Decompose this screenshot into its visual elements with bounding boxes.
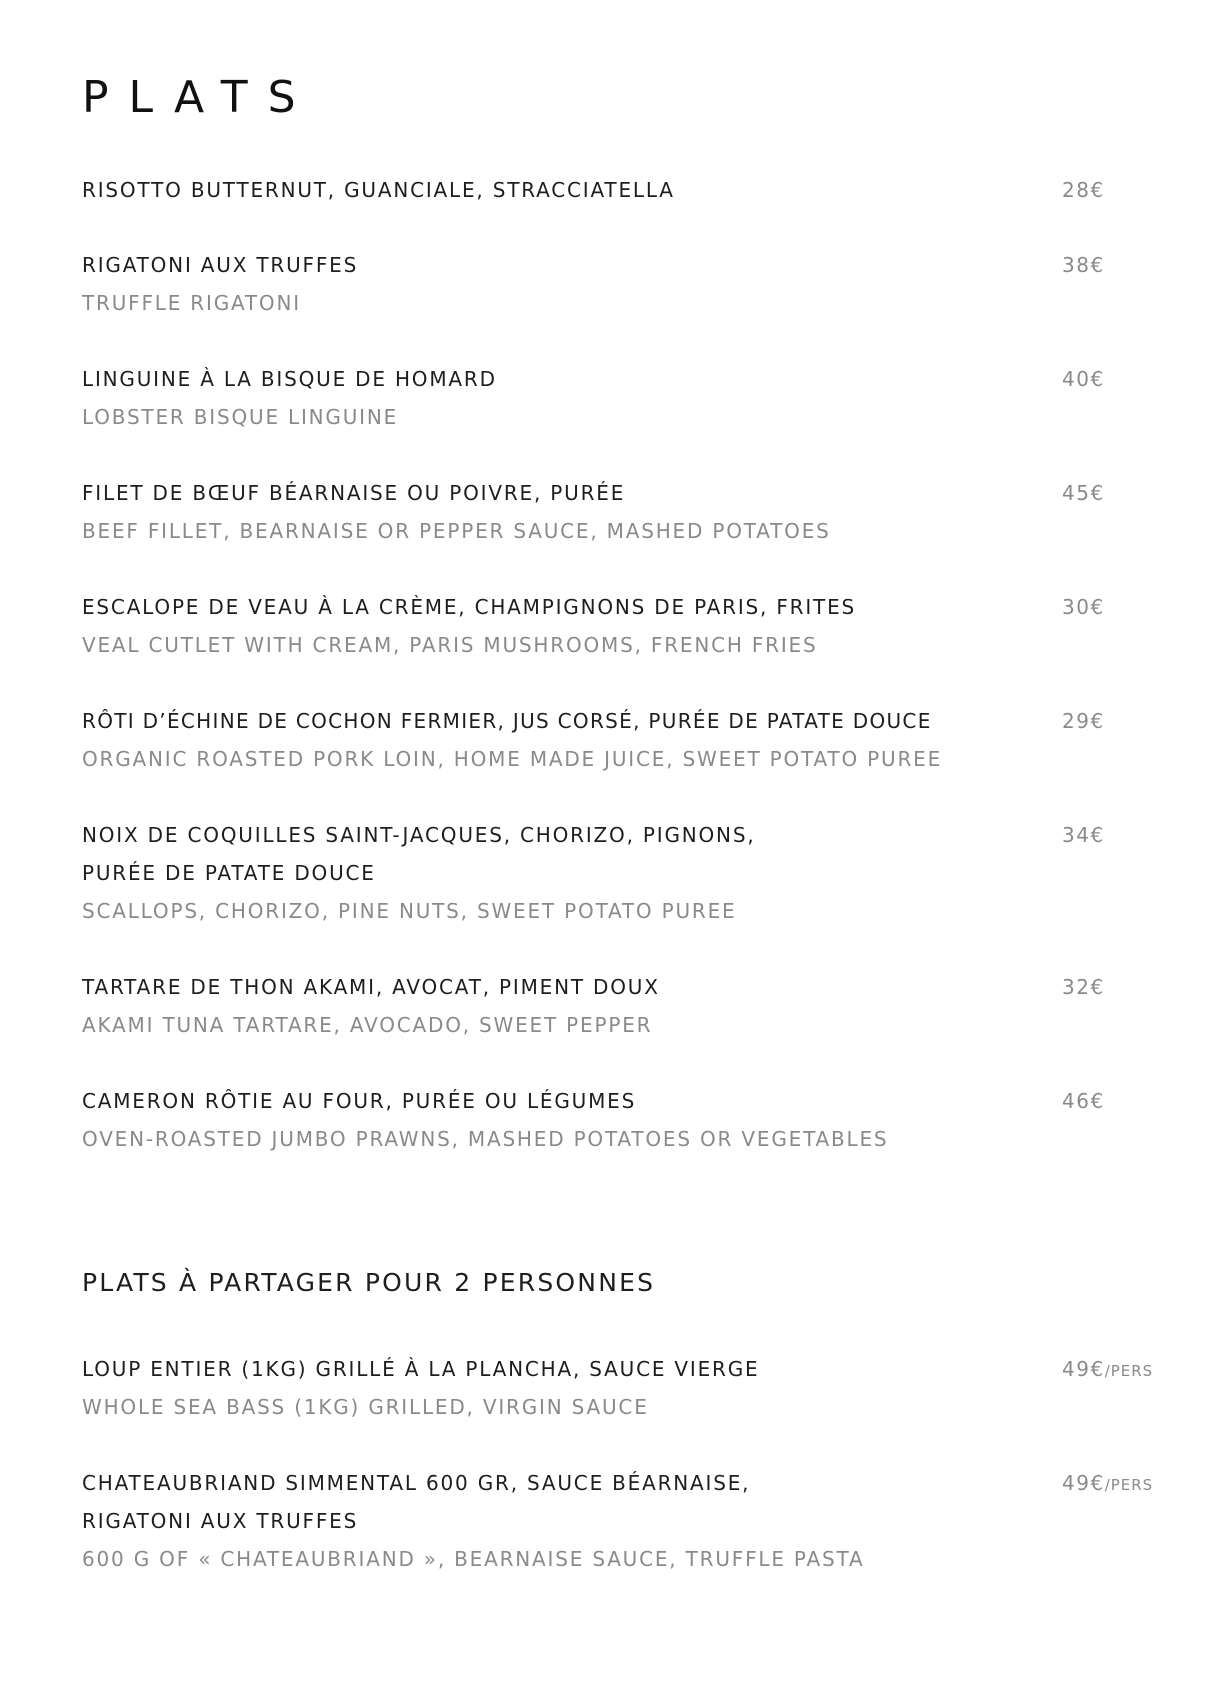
dish-translation: 600 G OF « CHATEAUBRIAND », BEARNAISE SAUCE, TRUFFLE PASTA: [82, 1547, 865, 1571]
dish-price: [1062, 1350, 1153, 1390]
menu-item-risotto: [82, 171, 1182, 209]
price-unit: /PERS: [1104, 1362, 1154, 1380]
dish-translation: OVEN-ROASTED JUMBO PRAWNS, MASHED POTATOES OR VEGETABLES: [82, 1127, 889, 1151]
dish-name: TARTARE DE THON AKAMI, AVOCAT, PIMENT DOUX: [82, 975, 660, 999]
dish-price: 46€: [1062, 1089, 1105, 1113]
dish-name-continued: PURÉE DE PATATE DOUCE: [82, 861, 376, 885]
dish-price: 34€: [1062, 823, 1105, 847]
dish-price: 30€: [1062, 595, 1105, 619]
price-amount: 49€: [1062, 1357, 1105, 1381]
dish-translation: AKAMI TUNA TARTARE, AVOCADO, SWEET PEPPER: [82, 1013, 653, 1037]
dish-price: 29€: [1062, 709, 1105, 733]
dish-translation: SCALLOPS, CHORIZO, PINE NUTS, SWEET POTATO PUREE: [82, 899, 737, 923]
dish-translation: BEEF FILLET, BEARNAISE OR PEPPER SAUCE, MASHED POTATOES: [82, 519, 831, 543]
menu-item-chateaubriand: [82, 1464, 1182, 1578]
page-title: PLATS: [82, 72, 316, 123]
section-title-sharing: PLATS À PARTAGER POUR 2 PERSONNES: [82, 1268, 656, 1297]
dish-name: CAMERON RÔTIE AU FOUR, PURÉE OU LÉGUMES: [82, 1089, 637, 1113]
menu-item-cameron: [82, 1082, 1182, 1158]
dish-translation: LOBSTER BISQUE LINGUINE: [82, 405, 399, 429]
menu-item-rigatoni: [82, 246, 1182, 322]
dish-name: FILET DE BŒUF BÉARNAISE OU POIVRE, PURÉE: [82, 481, 626, 505]
dish-translation: TRUFFLE RIGATONI: [82, 291, 301, 315]
dish-name: LOUP ENTIER (1KG) GRILLÉ À LA PLANCHA, SAUCE VIERGE: [82, 1357, 760, 1381]
menu-item-loup-entier: [82, 1350, 1182, 1426]
dish-price: 28€: [1062, 178, 1105, 202]
menu-item-roti-cochon: [82, 702, 1182, 778]
dish-name: LINGUINE À LA BISQUE DE HOMARD: [82, 367, 497, 391]
dish-name: RISOTTO BUTTERNUT, GUANCIALE, STRACCIATELLA: [82, 178, 675, 202]
menu-item-tartare-thon: [82, 968, 1182, 1044]
menu-item-saint-jacques: [82, 816, 1182, 930]
menu-item-escalope-veau: [82, 588, 1182, 664]
dish-translation: WHOLE SEA BASS (1KG) GRILLED, VIRGIN SAUCE: [82, 1395, 649, 1419]
dish-name: RÔTI D’ÉCHINE DE COCHON FERMIER, JUS CORSÉ, PURÉE DE PATATE DOUCE: [82, 709, 932, 733]
dish-name: ESCALOPE DE VEAU À LA CRÈME, CHAMPIGNONS DE PARIS, FRITES: [82, 595, 857, 619]
price-unit: /PERS: [1104, 1476, 1154, 1494]
dish-price: 32€: [1062, 975, 1105, 999]
dish-name-continued: RIGATONI AUX TRUFFES: [82, 1509, 359, 1533]
price-amount: 49€: [1062, 1471, 1105, 1495]
dish-price: 40€: [1062, 367, 1105, 391]
menu-item-linguine: [82, 360, 1182, 436]
dish-price: [1062, 1464, 1153, 1504]
dish-name: NOIX DE COQUILLES SAINT-JACQUES, CHORIZO, PIGNONS,: [82, 823, 756, 847]
dish-translation: ORGANIC ROASTED PORK LOIN, HOME MADE JUICE, SWEET POTATO PUREE: [82, 747, 943, 771]
dish-price: 45€: [1062, 481, 1105, 505]
dish-name: CHATEAUBRIAND SIMMENTAL 600 GR, SAUCE BÉARNAISE,: [82, 1471, 751, 1495]
dish-translation: VEAL CUTLET WITH CREAM, PARIS MUSHROOMS, FRENCH FRIES: [82, 633, 818, 657]
dish-price: 38€: [1062, 253, 1105, 277]
dish-name: RIGATONI AUX TRUFFES: [82, 253, 359, 277]
menu-item-filet-boeuf: [82, 474, 1182, 550]
